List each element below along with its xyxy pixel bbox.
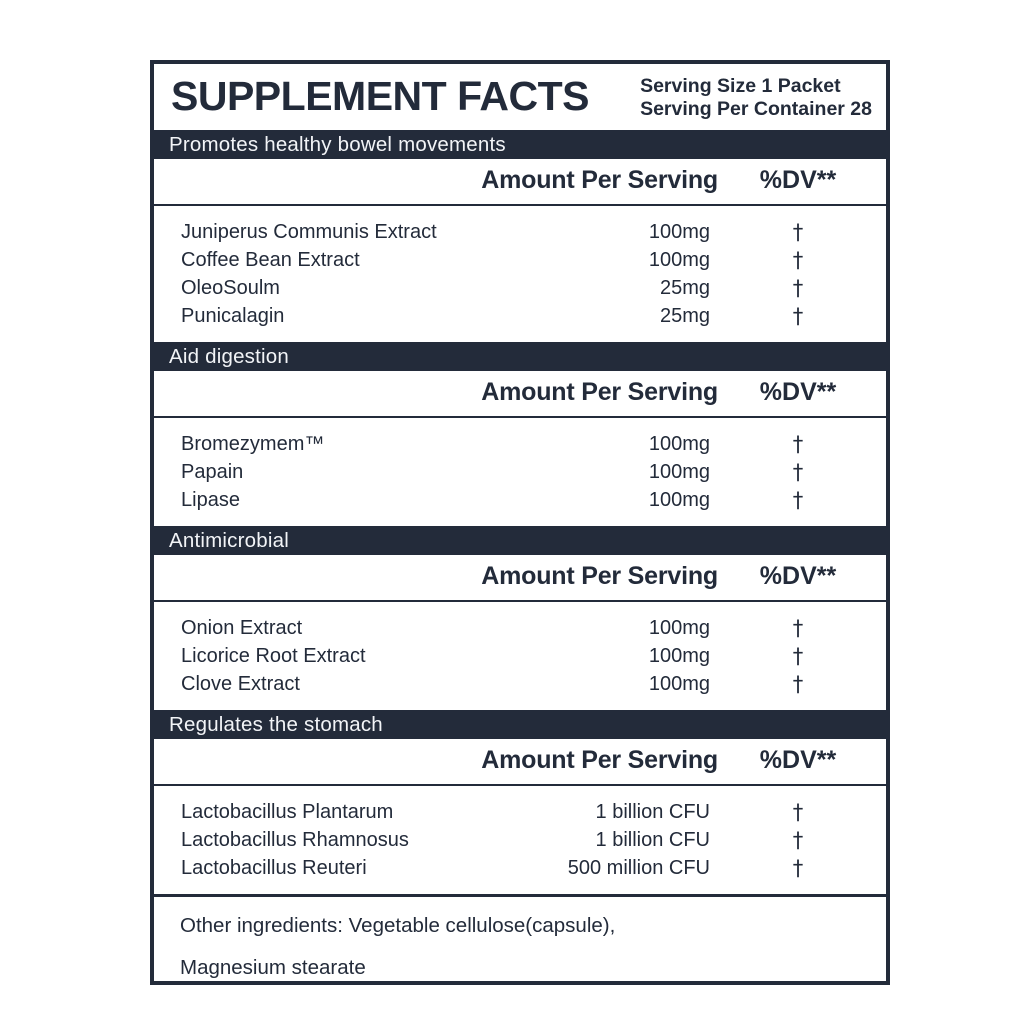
- section-title: Aid digestion: [169, 344, 289, 368]
- other-ingredients-line1: Other ingredients: Vegetable cellulose(capsule),: [180, 914, 616, 937]
- ingredient-name: Juniperus Communis Extract: [181, 220, 437, 243]
- ingredient-row: [154, 218, 886, 246]
- ingredient-dv: †: [792, 672, 804, 696]
- amount-per-serving-header: Amount Per Serving: [481, 746, 718, 774]
- section-rows: [154, 602, 886, 710]
- ingredient-amount: 100mg: [648, 432, 710, 455]
- dv-header: %DV**: [759, 746, 837, 774]
- ingredient-name: Lactobacillus Reuteri: [181, 856, 367, 879]
- ingredient-name: Papain: [181, 460, 244, 483]
- ingredient-row: [154, 458, 886, 486]
- ingredient-amount: 100mg: [648, 460, 710, 483]
- ingredient-row: [154, 246, 886, 274]
- servings-per-container: Serving Per Container 28: [640, 98, 872, 120]
- ingredient-dv: †: [792, 248, 804, 272]
- ingredient-row: [154, 430, 886, 458]
- amount-per-serving-header: Amount Per Serving: [481, 166, 718, 194]
- ingredient-dv: †: [792, 616, 804, 640]
- ingredient-amount: 500 million CFU: [567, 856, 710, 879]
- ingredient-row: [154, 826, 886, 854]
- amount-per-serving-header: Amount Per Serving: [481, 562, 718, 590]
- ingredient-amount: 100mg: [648, 248, 710, 271]
- section-title: Promotes healthy bowel movements: [169, 132, 506, 156]
- ingredient-dv: †: [792, 432, 804, 456]
- ingredient-name: OleoSoulm: [181, 276, 280, 299]
- ingredient-dv: †: [792, 828, 804, 852]
- ingredient-dv: †: [792, 488, 804, 512]
- ingredient-row: [154, 670, 886, 698]
- ingredient-amount: 100mg: [648, 672, 710, 695]
- ingredient-row: [154, 854, 886, 882]
- supplement-label: [150, 60, 890, 985]
- ingredient-row: [154, 486, 886, 514]
- ingredient-name: Lactobacillus Plantarum: [181, 800, 394, 823]
- ingredient-amount: 1 billion CFU: [595, 828, 710, 851]
- ingredient-row: [154, 614, 886, 642]
- ingredient-dv: †: [792, 800, 804, 824]
- column-header-row: [154, 739, 886, 786]
- ingredient-name: Lactobacillus Rhamnosus: [181, 828, 409, 851]
- ingredient-row: [154, 274, 886, 302]
- amount-per-serving-header: Amount Per Serving: [481, 378, 718, 406]
- other-ingredients-line2: Magnesium stearate: [180, 955, 366, 979]
- section-rows: [154, 418, 886, 526]
- ingredient-dv: †: [792, 304, 804, 328]
- label-header: [154, 64, 886, 130]
- section-title: Antimicrobial: [169, 528, 289, 552]
- other-ingredients: [154, 894, 886, 981]
- section-title-bar: [154, 526, 886, 555]
- ingredient-amount: 25mg: [659, 276, 710, 299]
- ingredient-name: Clove Extract: [181, 672, 300, 695]
- ingredient-dv: †: [792, 856, 804, 880]
- column-header-row: [154, 159, 886, 206]
- ingredient-amount: 100mg: [648, 616, 710, 639]
- section-title-bar: [154, 710, 886, 739]
- ingredient-amount: 100mg: [648, 488, 710, 511]
- serving-size: Serving Size 1 Packet: [640, 75, 841, 97]
- ingredient-row: [154, 302, 886, 330]
- ingredient-name: Licorice Root Extract: [181, 644, 366, 667]
- ingredient-row: [154, 642, 886, 670]
- section-rows: [154, 786, 886, 894]
- ingredient-name: Bromezymem™: [181, 432, 325, 455]
- column-header-row: [154, 371, 886, 418]
- ingredient-name: Coffee Bean Extract: [181, 248, 360, 271]
- dv-header: %DV**: [759, 378, 837, 406]
- ingredient-name: Onion Extract: [181, 616, 303, 639]
- ingredient-name: Punicalagin: [181, 304, 285, 327]
- column-header-row: [154, 555, 886, 602]
- ingredient-name: Lipase: [181, 488, 240, 511]
- ingredient-dv: †: [792, 644, 804, 668]
- ingredient-dv: †: [792, 276, 804, 300]
- ingredient-row: [154, 798, 886, 826]
- dv-header: %DV**: [759, 562, 837, 590]
- ingredient-amount: 100mg: [648, 220, 710, 243]
- section-rows: [154, 206, 886, 342]
- section-title-bar: [154, 130, 886, 159]
- dv-header: %DV**: [759, 166, 837, 194]
- ingredient-amount: 1 billion CFU: [595, 800, 710, 823]
- ingredient-dv: †: [792, 220, 804, 244]
- label-title: SUPPLEMENT FACTS: [171, 72, 589, 119]
- ingredient-amount: 100mg: [648, 644, 710, 667]
- ingredient-amount: 25mg: [659, 304, 710, 327]
- section-title: Regulates the stomach: [169, 712, 383, 736]
- serving-info: [640, 73, 872, 121]
- section-title-bar: [154, 342, 886, 371]
- ingredient-dv: †: [792, 460, 804, 484]
